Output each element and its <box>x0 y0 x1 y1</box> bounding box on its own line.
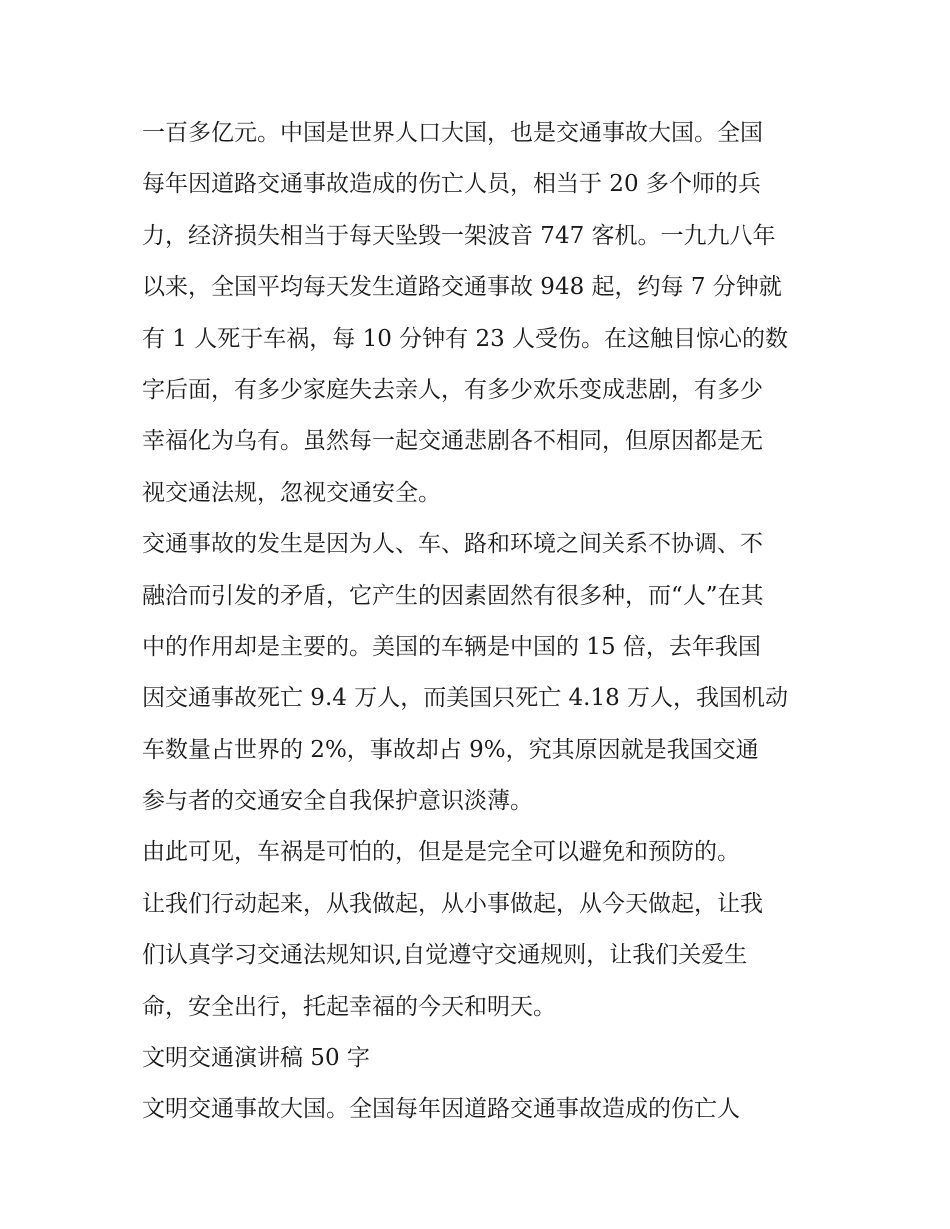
text-line-16: 让我们行动起来，从我做起，从小事做起，从今天做起，让我 <box>142 890 763 917</box>
text-line-18: 命，安全出行，托起幸福的今天和明天。 <box>142 993 556 1020</box>
text-line-3: 力，经济损失相当于每天坠毁一架波音 747 客机。一九九八年 <box>142 222 776 249</box>
text-line-17: 们认真学习交通法规知识,自觉遵守交通规则，让我们关爱生 <box>142 942 748 969</box>
text-line-20: 文明交通事故大国。全国每年因道路交通事故造成的伤亡人 <box>142 1096 740 1123</box>
text-line-13: 车数量占世界的 2%，事故却占 9%，究其原因就是我国交通 <box>142 736 759 763</box>
text-line-4: 以来，全国平均每天发生道路交通事故 948 起，约每 7 分钟就 <box>142 274 782 301</box>
text-line-9: 交通事故的发生是因为人、车、路和环境之间关系不协调、不 <box>142 531 763 558</box>
text-line-11: 中的作用却是主要的。美国的车辆是中国的 15 倍，去年我国 <box>142 633 761 660</box>
document-body <box>142 108 814 1136</box>
text-line-12: 因交通事故死亡 9.4 万人，而美国只死亡 4.18 万人，我国机动 <box>142 685 789 712</box>
text-line-6: 字后面，有多少家庭失去亲人，有多少欢乐变成悲剧，有多少 <box>142 376 763 403</box>
text-line-1: 一百多亿元。中国是世界人口大国，也是交通事故大国。全国 <box>142 120 763 146</box>
text-line-2: 每年因道路交通事故造成的伤亡人员，相当于 20 多个师的兵 <box>142 171 761 198</box>
text-line-5: 有 1 人死于车祸，每 10 分钟有 23 人受伤。在这触目惊心的数 <box>142 325 789 352</box>
text-line-10: 融洽而引发的矛盾，它产生的因素固然有很多种，而“人”在其 <box>142 582 764 609</box>
text-line-15: 由此可见，车祸是可怕的，但是是完全可以避免和预防的。 <box>142 839 740 866</box>
text-line-7: 幸福化为乌有。虽然每一起交通悲剧各不相同，但原因都是无 <box>142 428 763 455</box>
text-line-8: 视交通法规，忽视交通安全。 <box>142 479 441 506</box>
section-heading: 文明交通演讲稿 50 字 <box>142 1045 370 1072</box>
text-line-14: 参与者的交通安全自我保护意识淡薄。 <box>142 788 533 815</box>
